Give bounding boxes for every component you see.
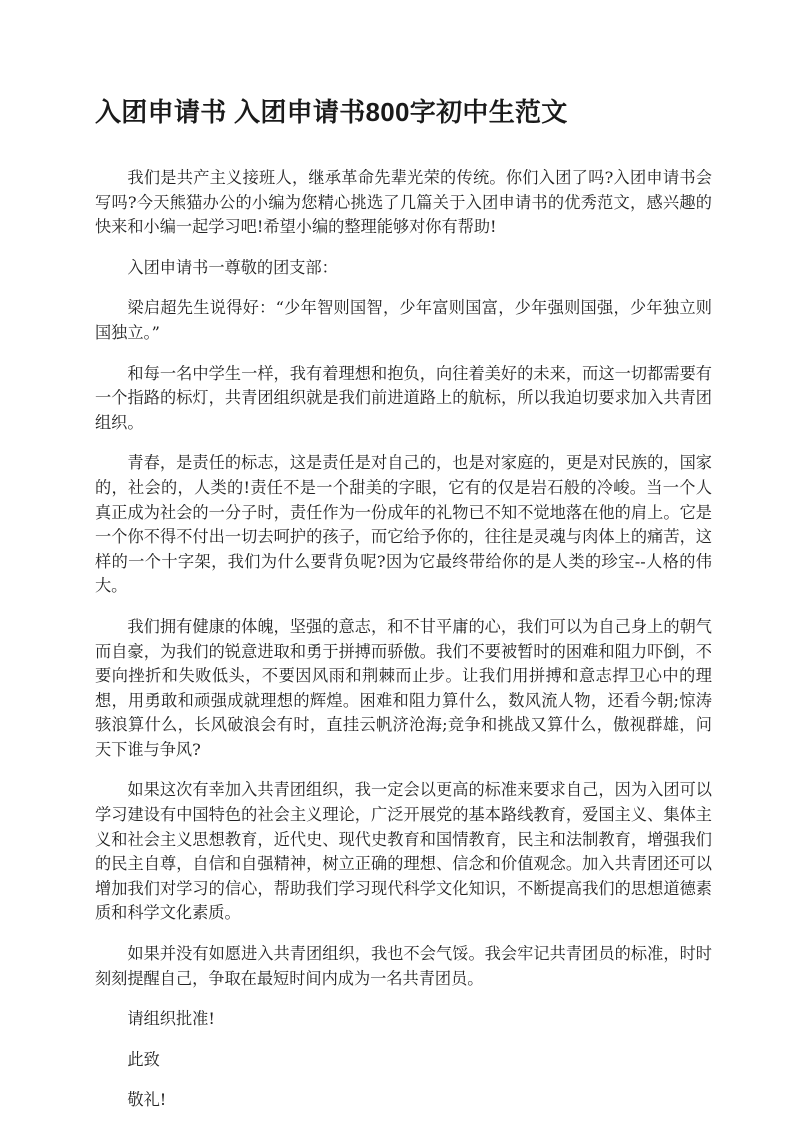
document-title: 入团申请书 入团申请书800字初中生范文 xyxy=(95,97,568,127)
paragraph-courage: 我们拥有健康的体魄，坚强的意志，和不甘平庸的心，我们可以为自己身上的朝气而自豪，为我们的锐意进取和勇于拼搏而骄傲。我们不要被暂时的困难和阻力吓倒，不要向挫折和失败低头，不要因风雨和荆棘而止步。让我们用拼搏和意志捍卫心中的理想，用勇敢和顽强成就理想的辉煌。困难和阻力算什么，数风流人物，还看今朝;惊涛骇浪算什么，长风破浪会有时，直挂云帆济沧海;竞争和挑战又算什么，傲视群雄，问天下谁与争风? xyxy=(95,616,712,759)
paragraph-commitment: 如果这次有幸加入共青团组织，我一定会以更高的标准来要求自己，因为入团可以学习建设有中国特色的社会主义理论，广泛开展党的基本路线教育，爱国主义、集体主义和社会主义思想教育，近代史、现代史教育和国情教育，民主和法制教育，增强我们的民主自尊，自信和自强精神，树立正确的理想、信念和价值观念。加入共青团还可以增加我们对学习的信心，帮助我们学习现代科学文化知识，不断提高我们的思想道德素质和科学文化素质。 xyxy=(95,780,712,923)
paragraph-aspiration: 和每一名中学生一样，我有着理想和抱负，向往着美好的未来，而这一切都需要有一个指路的标灯，共青团组织就是我们前进道路上的航标，所以我迫切要求加入共青团组织。 xyxy=(95,363,712,432)
paragraph-intro: 我们是共产主义接班人，继承革命先辈光荣的传统。你们入团了吗?入团申请书会写吗?今天熊猫办公的小编为您精心挑选了几篇关于入团申请书的优秀范文，感兴趣的快来和小编一起学习吧!希望小编的整理能够对你有帮助! xyxy=(95,168,712,237)
paragraph-regards: 敬礼! xyxy=(127,1090,167,1110)
paragraph-responsibility: 青春，是责任的标志，这是责任是对自己的，也是对家庭的，更是对民族的，国家的，社会的，人类的!责任不是一个甜美的字眼，它有的仅是岩石般的冷峻。当一个人真正成为社会的一分子时，责任作为一份成年的礼物已不知不觉地落在他的肩上。它是一个你不得不付出一切去呵护的孩子，而它给予你的，往往是灵魂与肉体上的痛苦，这样的一个十字架，我们为什么要背负呢?因为它最终带给你的是人类的珍宝--人格的伟大。 xyxy=(95,453,712,596)
paragraph-quote: 梁启超先生说得好：“少年智则国智，少年富则国富，少年强则国强，少年独立则国独立。” xyxy=(95,298,712,342)
paragraph-closing: 此致 xyxy=(127,1049,160,1069)
paragraph-salutation: 入团申请书一尊敬的团支部： xyxy=(127,257,338,277)
paragraph-resolve: 如果并没有如愿进入共青团组织，我也不会气馁。我会牢记共青团员的标准，时时刻刻提醒自己，争取在最短时间内成为一名共青团员。 xyxy=(95,944,712,988)
paragraph-request-approval: 请组织批准! xyxy=(127,1009,215,1029)
document-body xyxy=(95,166,712,1113)
